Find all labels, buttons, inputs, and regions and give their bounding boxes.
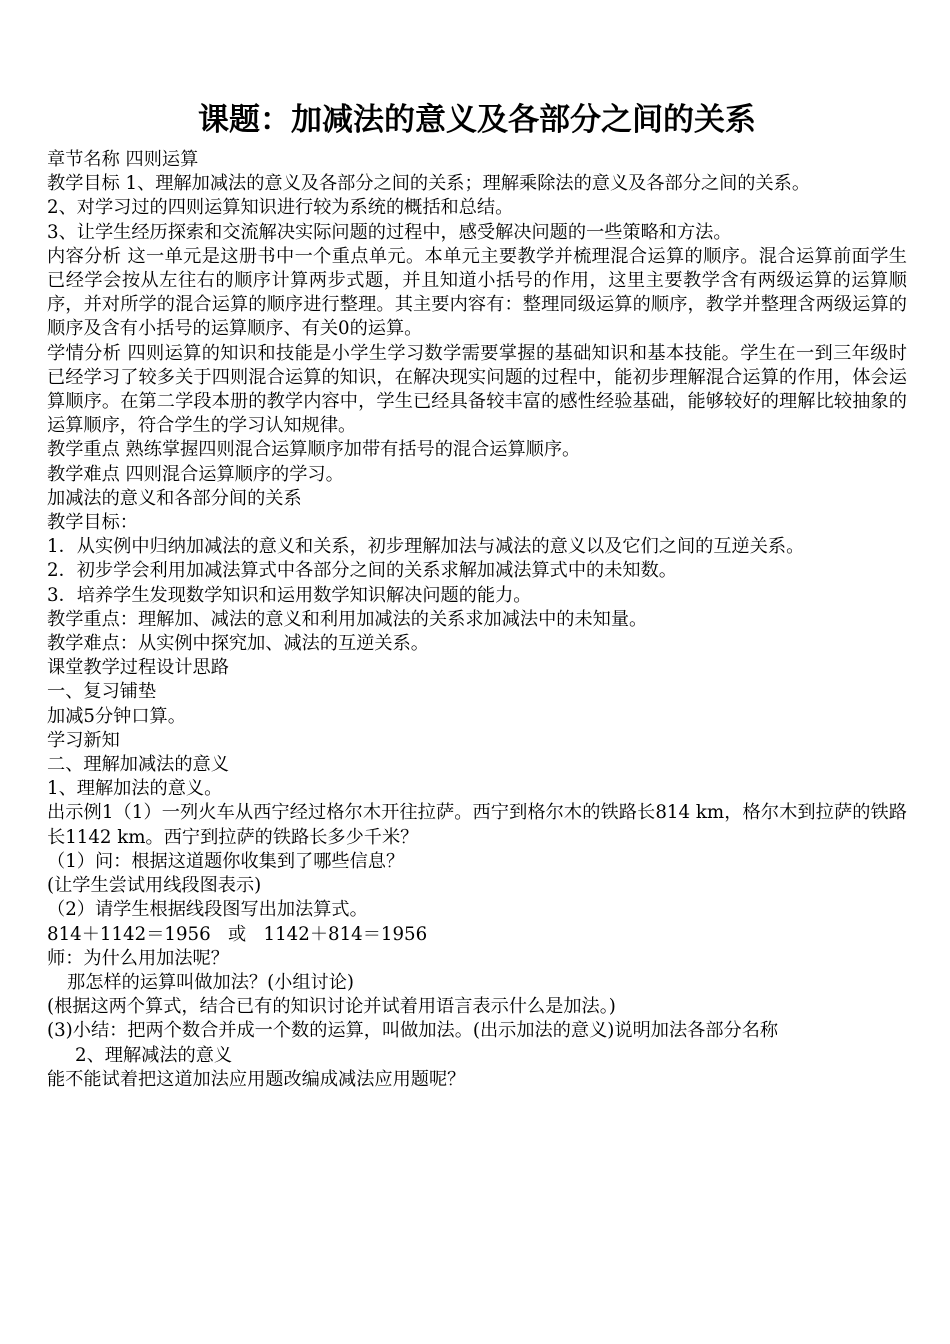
paragraph-example-1: 出示例1（1）一列火车从西宁经过格尔木开往拉萨。西宁到格尔木的铁路长814 km，格尔木到拉萨的铁路长1142 km。西宁到拉萨的铁路长多少千米？ [47, 802, 907, 848]
paragraph-student-analysis: 学情分析 四则运算的知识和技能是小学生学习数学需要掌握的基础知识和基本技能。学生在一到三年级时已经学习了较多关于四则混合运算的知识，在解决现实问题的过程中，能初步理解混合运算的作用，体会运算顺序。在第二学段本册的教学内容中，学生已经具备较丰富的感性经验基础，能够较好的理解比较抽象的运算顺序，符合学生的学习认知规律。 [47, 342, 907, 437]
paragraph-teacher-question: 师：为什么用加法呢？ [47, 947, 229, 969]
paragraph-difficulty: 教学难点 四则混合运算顺序的学习。 [47, 463, 344, 485]
paragraph-group-discussion: 那怎样的运算叫做加法？(小组讨论) [67, 971, 355, 993]
paragraph-understand-addition: 1、理解加法的意义。 [47, 778, 223, 800]
paragraph-question-2: （2）请学生根据线段图写出加法算式。 [47, 899, 368, 921]
paragraph-question-1: （1）问：根据这道题你收集到了哪些信息？ [47, 850, 405, 872]
paragraph-understand-subtraction: 2、理解减法的意义 [75, 1044, 233, 1066]
paragraph-review: 一、复习铺垫 [47, 681, 157, 703]
paragraph-goal-item-2: 2．初步学会利用加减法算式中各部分之间的关系求解加减法算式中的未知数。 [47, 560, 677, 582]
document-page [47, 98, 907, 1092]
paragraph-content-analysis: 内容分析 这一单元是这册书中一个重点单元。本单元主要教学并梳理混合运算的顺序。混合运算前面学生已经学会按从左往右的顺序计算两步式题，并且知道小括号的作用，这里主要教学含有两级运算的运算顺序，并对所学的混合运算的顺序进行整理。其主要内容有：整理同级运算的顺序，教学并整理含两级运算的顺序及含有小括号的运算顺序、有关0的运算。 [47, 245, 907, 340]
paragraph-goal-3: 3、让学生经历探索和交流解决实际问题的过程中，感受解决问题的一些策略和方法。 [47, 221, 732, 243]
paragraph-discussion-note: (根据这两个算式，结合已有的知识讨论并试着用语言表示什么是加法。) [47, 996, 616, 1018]
paragraph-rewrite-question: 能不能试着把这道加法应用题改编成减法应用题呢？ [47, 1068, 466, 1090]
paragraph-key-point: 教学重点 熟练掌握四则混合运算顺序加带有括号的混合运算顺序。 [47, 439, 581, 461]
paragraph-summary: (3)小结：把两个数合并成一个数的运算，叫做加法。(出示加法的意义)说明加法各部分名称 [47, 1020, 779, 1042]
paragraph-line-diagram: (让学生尝试用线段图表示) [47, 875, 262, 897]
paragraph-equation: 814＋1142＝1956 或 1142＋814＝1956 [47, 923, 428, 945]
paragraph-mental-math: 加减5分钟口算。 [47, 705, 186, 727]
paragraph-goal-2: 2、对学习过的四则运算知识进行较为系统的概括和总结。 [47, 197, 514, 219]
paragraph-goal-item-1: 1．从实例中归纳加减法的意义和关系，初步理解加法与减法的意义以及它们之间的互逆关系。 [47, 536, 805, 558]
paragraph-goal-item-3: 3．培养学生发现数学知识和运用数学知识解决问题的能力。 [47, 584, 532, 606]
paragraph-key-point-2: 教学重点：理解加、减法的意义和利用加减法的关系求加减法中的未知量。 [47, 608, 648, 630]
paragraph-section-heading: 加减法的意义和各部分间的关系 [47, 487, 302, 509]
paragraph-goals-label: 教学目标： [47, 512, 138, 534]
document-title: 课题：加减法的意义及各部分之间的关系 [198, 102, 756, 138]
paragraph-understand-meaning: 二、理解加减法的意义 [47, 754, 229, 776]
paragraph-process-design: 课堂教学过程设计思路 [47, 657, 229, 679]
paragraph-new-knowledge: 学习新知 [47, 729, 120, 751]
paragraph-chapter: 章节名称 四则运算 [47, 149, 199, 170]
paragraph-difficulty-2: 教学难点：从实例中探究加、减法的互逆关系。 [47, 633, 429, 655]
paragraph-goals: 教学目标 1、理解加减法的意义及各部分之间的关系；理解乘除法的意义及各部分之间的关系。 [47, 173, 811, 195]
